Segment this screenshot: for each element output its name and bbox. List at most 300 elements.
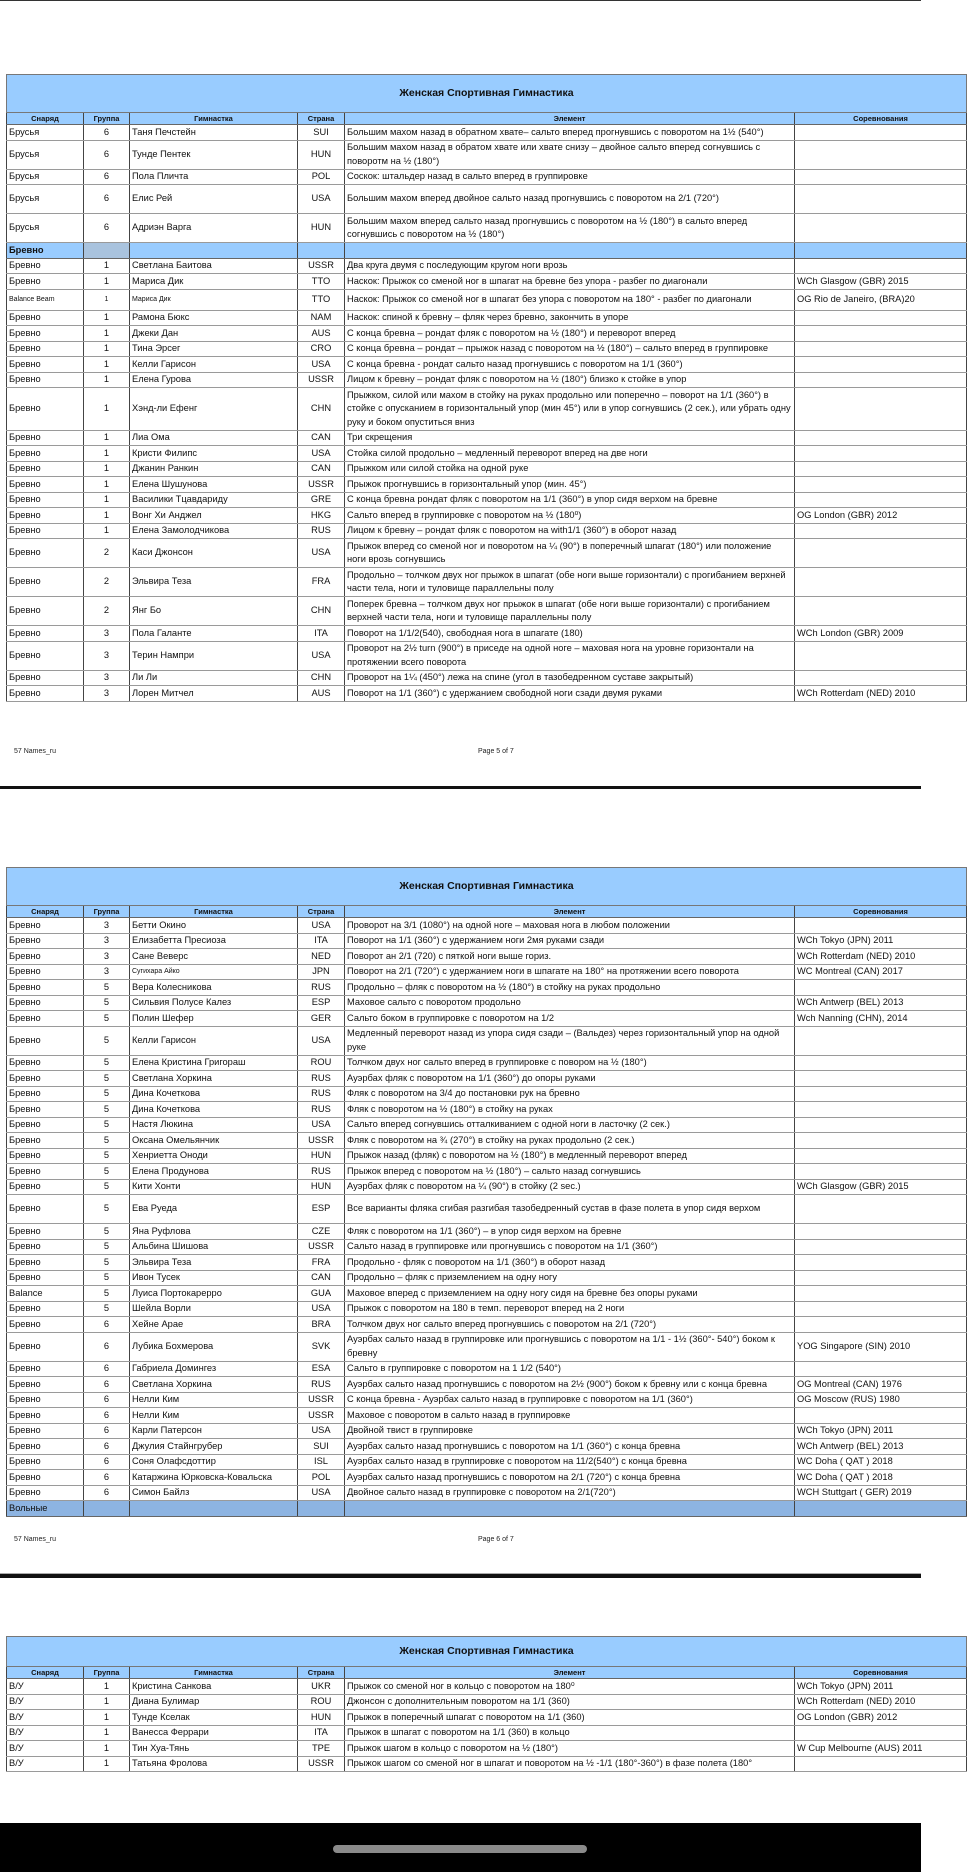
table-row bbox=[7, 430, 967, 446]
gymnast-cell: Татьяна Фролова bbox=[130, 1756, 298, 1772]
column-header-competition: Соревнования bbox=[795, 1667, 967, 1679]
footer-filename: 57 Names_ru bbox=[14, 1536, 57, 1543]
country-cell: AUS bbox=[298, 686, 345, 702]
element-cell: Проворот на 3/1 (1080°) на одной ноге – маховая нога в любом положении bbox=[345, 918, 795, 934]
group-cell: 5 bbox=[84, 1026, 130, 1055]
gymnast-cell: Кристи Филипс bbox=[130, 446, 298, 462]
competition-cell bbox=[795, 1133, 967, 1149]
competition-cell: OG Moscow (RUS) 1980 bbox=[795, 1392, 967, 1408]
gymnast-cell: Шейла Ворли bbox=[130, 1301, 298, 1317]
country-cell: USSR bbox=[298, 258, 345, 274]
competition-cell: WCh Antwerp (BEL) 2013 bbox=[795, 995, 967, 1011]
apparatus-cell: Бревно bbox=[7, 1423, 84, 1439]
country-cell: RUS bbox=[298, 1086, 345, 1102]
country-cell: SUI bbox=[298, 125, 345, 141]
competition-cell bbox=[795, 477, 967, 493]
column-header-group: Группа bbox=[84, 906, 130, 918]
competition-cell bbox=[795, 446, 967, 462]
element-cell: Три скрещения bbox=[345, 430, 795, 446]
apparatus-cell: Бревно bbox=[7, 1086, 84, 1102]
group-cell: 5 bbox=[84, 1117, 130, 1133]
gymnast-cell: Нелли Ким bbox=[130, 1392, 298, 1408]
table-row bbox=[7, 980, 967, 996]
country-cell: ESP bbox=[298, 995, 345, 1011]
column-header-element: Элемент bbox=[345, 113, 795, 125]
country-cell: FRA bbox=[298, 1255, 345, 1271]
apparatus-cell: Бревно bbox=[7, 597, 84, 626]
competition-cell bbox=[795, 1756, 967, 1772]
table-row bbox=[7, 1725, 967, 1741]
element-cell: Проворот на 1¼ (450°) лежа на спине (угол в тазобедренном суставе закрытый) bbox=[345, 670, 795, 686]
gymnast-cell: Эльвира Теза bbox=[130, 568, 298, 597]
element-cell: Поворот на 1/1 (360°) с удержанием свободной ноги сзади двумя руками bbox=[345, 686, 795, 702]
competition-cell bbox=[795, 1055, 967, 1071]
element-cell: Большим махом назад в обратом хвате или хвате снизу – двойное сальто вперед согнувшись с поворотм на ½ (180°) bbox=[345, 140, 795, 169]
country-cell: GER bbox=[298, 1011, 345, 1027]
apparatus-cell: Бревно bbox=[7, 1470, 84, 1486]
element-cell: С конца бревна - Ауэрбах сальто назад в группировке с поворотом на 1/1 (360°) bbox=[345, 1392, 795, 1408]
group-cell: 3 bbox=[84, 626, 130, 642]
competition-cell bbox=[795, 1239, 967, 1255]
gymnast-cell: Джанин Ранкин bbox=[130, 461, 298, 477]
gymnast-cell: Бетти Окино bbox=[130, 918, 298, 934]
competition-cell: WC Montreal (CAN) 2017 bbox=[795, 964, 967, 980]
group-cell: 6 bbox=[84, 140, 130, 169]
apparatus-cell: Бревно bbox=[7, 461, 84, 477]
element-cell: Джонсон с дополнительным поворотом на 1/1 (360) bbox=[345, 1694, 795, 1710]
apparatus-cell: Бревно bbox=[7, 1332, 84, 1361]
header-row bbox=[7, 1667, 967, 1679]
gymnast-cell: Ли Ли bbox=[130, 670, 298, 686]
country-cell: TPE bbox=[298, 1741, 345, 1757]
column-header-element: Элемент bbox=[345, 1667, 795, 1679]
competition-cell bbox=[795, 326, 967, 342]
apparatus-cell: В/У bbox=[7, 1741, 84, 1757]
section-empty-cell bbox=[345, 243, 795, 259]
element-cell: Прыжок назад (фляк) с поворотом на ½ (180°) в медленный переворот вперед bbox=[345, 1148, 795, 1164]
competition-cell bbox=[795, 461, 967, 477]
competition-cell bbox=[795, 1071, 967, 1087]
apparatus-cell: Бревно bbox=[7, 686, 84, 702]
apparatus-cell: В/У bbox=[7, 1679, 84, 1695]
element-cell: Ауэрбах фляк с поворотом на ¼ (90°) в стойку (2 sec.) bbox=[345, 1179, 795, 1195]
country-cell: CAN bbox=[298, 430, 345, 446]
element-cell: Фляк с поворотом на ½ (180°) в стойку на руках bbox=[345, 1102, 795, 1118]
group-cell: 1 bbox=[84, 1756, 130, 1772]
element-cell: Маховое с поворотом в сальто назад в группировке bbox=[345, 1408, 795, 1424]
table-row bbox=[7, 1164, 967, 1180]
gymnastics-table bbox=[6, 1636, 967, 1772]
element-cell: Сальто назад в группировке или прогнувшись с поворотом на 1/1 (360°) bbox=[345, 1239, 795, 1255]
table-row bbox=[7, 1179, 967, 1195]
element-cell: Два круга двумя с последующим кругом ноги врозь bbox=[345, 258, 795, 274]
group-cell: 6 bbox=[84, 214, 130, 243]
competition-cell: WCh Rotterdam (NED) 2010 bbox=[795, 1694, 967, 1710]
competition-cell: OG London (GBR) 2012 bbox=[795, 508, 967, 524]
group-cell: 5 bbox=[84, 1148, 130, 1164]
group-cell: 6 bbox=[84, 1332, 130, 1361]
gymnast-cell: Кристина Санкова bbox=[130, 1679, 298, 1695]
apparatus-cell: Бревно bbox=[7, 626, 84, 642]
competition-cell bbox=[795, 492, 967, 508]
table-row bbox=[7, 1133, 967, 1149]
group-cell: 1 bbox=[84, 310, 130, 326]
competition-cell: OG Rio de Janeiro, (BRA)20 bbox=[795, 289, 967, 310]
table-row bbox=[7, 274, 967, 290]
apparatus-cell: Бревно bbox=[7, 372, 84, 388]
group-cell: 5 bbox=[84, 1011, 130, 1027]
table-row bbox=[7, 1071, 967, 1087]
table-row bbox=[7, 1741, 967, 1757]
apparatus-cell: В/У bbox=[7, 1694, 84, 1710]
competition-cell: WCh Tokyo (JPN) 2011 bbox=[795, 1679, 967, 1695]
country-cell: CHN bbox=[298, 670, 345, 686]
gymnast-cell: Каси Джонсон bbox=[130, 539, 298, 568]
table-row bbox=[7, 641, 967, 670]
gymnast-cell: Василики Тцавдариду bbox=[130, 492, 298, 508]
section-row bbox=[7, 243, 967, 259]
group-cell: 5 bbox=[84, 980, 130, 996]
competition-cell bbox=[795, 310, 967, 326]
header-row bbox=[7, 113, 967, 125]
competition-cell bbox=[795, 641, 967, 670]
competition-cell bbox=[795, 597, 967, 626]
country-cell: USA bbox=[298, 641, 345, 670]
element-cell: Поперек бревна – толчком двух ног прыжок в шпагат (обе ноги выше горизонтали) с прогибанием верхней части тела, ноги и туловище параллельны полу bbox=[345, 597, 795, 626]
table-row bbox=[7, 492, 967, 508]
group-cell: 5 bbox=[84, 1179, 130, 1195]
table-row bbox=[7, 1470, 967, 1486]
competition-cell bbox=[795, 918, 967, 934]
competition-cell bbox=[795, 430, 967, 446]
gymnast-cell: Лиа Ома bbox=[130, 430, 298, 446]
table-row bbox=[7, 461, 967, 477]
apparatus-cell: Бревно bbox=[7, 1148, 84, 1164]
competition-cell: WC Doha ( QAT ) 2018 bbox=[795, 1470, 967, 1486]
table-row bbox=[7, 933, 967, 949]
gymnast-cell: Кити Хонти bbox=[130, 1179, 298, 1195]
country-cell: CAN bbox=[298, 1270, 345, 1286]
element-cell: Прыжок со сменой ног в кольцо с поворотом на 180⁰ bbox=[345, 1679, 795, 1695]
table-row bbox=[7, 258, 967, 274]
element-cell: Ауэрбах фляк с поворотом на 1/1 (360°) до опоры руками bbox=[345, 1071, 795, 1087]
section-label: Бревно bbox=[7, 243, 84, 259]
country-cell: USSR bbox=[298, 477, 345, 493]
group-cell: 1 bbox=[84, 1710, 130, 1726]
group-cell: 1 bbox=[84, 258, 130, 274]
country-cell: AUS bbox=[298, 326, 345, 342]
column-header-apparatus: Снаряд bbox=[7, 906, 84, 918]
apparatus-cell: Бревно bbox=[7, 641, 84, 670]
apparatus-cell: Бревно bbox=[7, 1408, 84, 1424]
page-6-table bbox=[6, 867, 966, 1513]
page-separator bbox=[0, 1574, 921, 1578]
country-cell: HKG bbox=[298, 508, 345, 524]
element-cell: Большим махом вперед двойное сальто назад прогнувшись с поворотом на 2/1 (720°) bbox=[345, 185, 795, 214]
table-row bbox=[7, 597, 967, 626]
country-cell: ROU bbox=[298, 1055, 345, 1071]
country-cell: RUS bbox=[298, 1071, 345, 1087]
column-header-gymnast: Гимнастка bbox=[130, 113, 298, 125]
group-cell: 1 bbox=[84, 326, 130, 342]
country-cell: USA bbox=[298, 1117, 345, 1133]
apparatus-cell: Бревно bbox=[7, 1301, 84, 1317]
element-cell: Прыжок шагом в кольцо с поворотом на ½ (180°) bbox=[345, 1741, 795, 1757]
gymnast-cell: Сильвия Полусе Калез bbox=[130, 995, 298, 1011]
apparatus-cell: Бревно bbox=[7, 1164, 84, 1180]
gymnast-cell: Тунде Кселак bbox=[130, 1710, 298, 1726]
gymnast-cell: Елена Продунова bbox=[130, 1164, 298, 1180]
group-cell: 1 bbox=[84, 1741, 130, 1757]
group-cell: 5 bbox=[84, 1301, 130, 1317]
competition-cell bbox=[795, 1286, 967, 1302]
element-cell: Прыжок шагом со сменой ног в шпагат и поворотом на ½ -1/1 (180°-360°) в фазе полета (180° bbox=[345, 1756, 795, 1772]
competition-cell bbox=[795, 258, 967, 274]
country-cell: POL bbox=[298, 1470, 345, 1486]
country-cell: CAN bbox=[298, 461, 345, 477]
page-separator bbox=[0, 786, 921, 789]
table-row bbox=[7, 357, 967, 373]
section-empty-cell bbox=[130, 1501, 298, 1517]
competition-cell bbox=[795, 1408, 967, 1424]
country-cell: ISL bbox=[298, 1454, 345, 1470]
group-cell: 1 bbox=[84, 357, 130, 373]
group-cell: 1 bbox=[84, 523, 130, 539]
gymnast-cell: Дина Кочеткова bbox=[130, 1086, 298, 1102]
competition-cell bbox=[795, 169, 967, 185]
section-row bbox=[7, 1501, 967, 1517]
apparatus-cell: Бревно bbox=[7, 492, 84, 508]
country-cell: SVK bbox=[298, 1332, 345, 1361]
column-header-gymnast: Гимнастка bbox=[130, 906, 298, 918]
group-cell: 3 bbox=[84, 686, 130, 702]
country-cell: GUA bbox=[298, 1286, 345, 1302]
table-row bbox=[7, 326, 967, 342]
gymnast-cell: Таня Печстейн bbox=[130, 125, 298, 141]
country-cell: USSR bbox=[298, 372, 345, 388]
group-cell: 1 bbox=[84, 461, 130, 477]
table-row bbox=[7, 1679, 967, 1695]
country-cell: UKR bbox=[298, 1679, 345, 1695]
element-cell: Лицом к бревну – рондат фляк с поворотом на ½ (180°) близко к стойке в упор bbox=[345, 372, 795, 388]
apparatus-cell: Бревно bbox=[7, 670, 84, 686]
country-cell: RUS bbox=[298, 1164, 345, 1180]
gymnast-cell: Терин Нампри bbox=[130, 641, 298, 670]
gymnast-cell: Оксана Омельянчик bbox=[130, 1133, 298, 1149]
gymnastics-table bbox=[6, 867, 967, 1517]
table-row bbox=[7, 1485, 967, 1501]
table-row bbox=[7, 523, 967, 539]
gymnast-cell: Эльвира Теза bbox=[130, 1255, 298, 1271]
group-cell: 5 bbox=[84, 1270, 130, 1286]
group-cell: 5 bbox=[84, 1286, 130, 1302]
gymnast-cell: Келли Гарисон bbox=[130, 1026, 298, 1055]
element-cell: Сальто вперед в группировке с поворотом на ½ (180⁰) bbox=[345, 508, 795, 524]
table-row bbox=[7, 1011, 967, 1027]
column-header-country: Страна bbox=[298, 1667, 345, 1679]
table-title: Женская Спортивная Гимнастика bbox=[7, 868, 967, 906]
apparatus-cell: Бревно bbox=[7, 995, 84, 1011]
competition-cell: WCh Rotterdam (NED) 2010 bbox=[795, 686, 967, 702]
column-header-element: Элемент bbox=[345, 906, 795, 918]
element-cell: Ауэрбах сальто назад прогнувшись с поворотом на 1/1 (360°) с конца бревна bbox=[345, 1439, 795, 1455]
apparatus-cell: Бревно bbox=[7, 326, 84, 342]
gymnast-cell: Полин Шефер bbox=[130, 1011, 298, 1027]
group-cell: 1 bbox=[84, 430, 130, 446]
group-cell: 5 bbox=[84, 1195, 130, 1224]
competition-cell: WCH Stuttgart ( GER) 2019 bbox=[795, 1485, 967, 1501]
gymnast-cell: Диана Булимар bbox=[130, 1694, 298, 1710]
gymnast-cell: Карли Патерсон bbox=[130, 1423, 298, 1439]
table-row bbox=[7, 670, 967, 686]
table-row bbox=[7, 1117, 967, 1133]
group-cell: 2 bbox=[84, 597, 130, 626]
element-cell: Сальто вперед согнувшись отталкиванием с одной ноги в ласточку (2 сек.) bbox=[345, 1117, 795, 1133]
gymnast-cell: Луиса Портокарерро bbox=[130, 1286, 298, 1302]
element-cell: Фляк с поворотом на 1/1 (360°) – в упор сидя верхом на бревне bbox=[345, 1224, 795, 1240]
group-cell: 1 bbox=[84, 1694, 130, 1710]
competition-cell: OG London (GBR) 2012 bbox=[795, 1710, 967, 1726]
section-empty-cell bbox=[345, 1501, 795, 1517]
group-cell: 3 bbox=[84, 641, 130, 670]
table-row bbox=[7, 341, 967, 357]
element-cell: С конца бревна - рондат сальто назад прогнувшись с поворотом на 1/1 (360°) bbox=[345, 357, 795, 373]
country-cell: USA bbox=[298, 1301, 345, 1317]
element-cell: Двойной твист в группировке bbox=[345, 1423, 795, 1439]
table-row bbox=[7, 310, 967, 326]
country-cell: HUN bbox=[298, 140, 345, 169]
group-cell: 3 bbox=[84, 949, 130, 965]
competition-cell bbox=[795, 1164, 967, 1180]
gymnast-cell: Альбина Шишова bbox=[130, 1239, 298, 1255]
apparatus-cell: Бревно bbox=[7, 980, 84, 996]
group-cell: 1 bbox=[84, 492, 130, 508]
element-cell: Проворот на 2½ turn (900°) в приседе на одной ноге – маховая нога на уровне горизонтали на протяжении всего поворота bbox=[345, 641, 795, 670]
element-cell: Прыжок с поворотом на 180 в темп. переворот вперед на 2 ноги bbox=[345, 1301, 795, 1317]
gymnast-cell: Джулия Стайнгрубер bbox=[130, 1439, 298, 1455]
country-cell: USA bbox=[298, 539, 345, 568]
apparatus-cell: Бревно bbox=[7, 1011, 84, 1027]
table-row bbox=[7, 140, 967, 169]
competition-cell bbox=[795, 125, 967, 141]
table-row bbox=[7, 1086, 967, 1102]
gymnast-cell: Дина Кочеткова bbox=[130, 1102, 298, 1118]
competition-cell: WCh Antwerp (BEL) 2013 bbox=[795, 1439, 967, 1455]
country-cell: ITA bbox=[298, 626, 345, 642]
gymnast-cell: Нелли Ким bbox=[130, 1408, 298, 1424]
competition-cell bbox=[795, 372, 967, 388]
element-cell: Фляк с поворотом на 3/4 до постановки рук на бревно bbox=[345, 1086, 795, 1102]
apparatus-cell: В/У bbox=[7, 1725, 84, 1741]
apparatus-cell: Бревно bbox=[7, 1239, 84, 1255]
group-cell: 5 bbox=[84, 1086, 130, 1102]
country-cell: RUS bbox=[298, 523, 345, 539]
element-cell: Продольно – фляк с приземлением на одну ногу bbox=[345, 1270, 795, 1286]
gymnast-cell: Сугихара Айко bbox=[130, 964, 298, 980]
apparatus-cell: Бревно bbox=[7, 1195, 84, 1224]
element-cell: Прыжком, силой или махом в стойку на руках продольно или поперечно – поворот на 1/1 (360°) в стойке с опусканием в горизонтальный упор (мин 45°) или в упор согнувшись (2 сек.), или убрать одну руку и боком опуститься вниз bbox=[345, 388, 795, 431]
group-cell: 6 bbox=[84, 1423, 130, 1439]
element-cell: Поворот на 1/1/2(540), свободная нога в шпагате (180) bbox=[345, 626, 795, 642]
country-cell: USA bbox=[298, 185, 345, 214]
competition-cell bbox=[795, 670, 967, 686]
gymnast-cell: Мариса Дик bbox=[130, 274, 298, 290]
competition-cell bbox=[795, 1148, 967, 1164]
element-cell: Лицом к бревну – рондат фляк с поворотом на with1/1 (360°) в оборот назад bbox=[345, 523, 795, 539]
group-cell: 5 bbox=[84, 1055, 130, 1071]
country-cell: USA bbox=[298, 357, 345, 373]
group-cell: 5 bbox=[84, 1133, 130, 1149]
competition-cell bbox=[795, 341, 967, 357]
group-cell: 1 bbox=[84, 289, 130, 310]
page-5-table bbox=[6, 74, 966, 714]
gymnast-cell: Елена Кристина Григораш bbox=[130, 1055, 298, 1071]
home-indicator[interactable] bbox=[333, 1845, 587, 1853]
group-cell: 6 bbox=[84, 125, 130, 141]
column-header-apparatus: Снаряд bbox=[7, 113, 84, 125]
country-cell: BRA bbox=[298, 1317, 345, 1333]
apparatus-cell: Бревно bbox=[7, 523, 84, 539]
element-cell: Фляк с поворотом на ¾ (270°) в стойку на руках продольно (2 сек.) bbox=[345, 1133, 795, 1149]
country-cell: USSR bbox=[298, 1133, 345, 1149]
element-cell: Сальто в группировке с поворотом на 1 1/2 (540°) bbox=[345, 1361, 795, 1377]
apparatus-cell: Balance Beam bbox=[7, 289, 84, 310]
apparatus-cell: Бревно bbox=[7, 1270, 84, 1286]
competition-cell bbox=[795, 1102, 967, 1118]
section-empty-cell bbox=[298, 1501, 345, 1517]
country-cell: USSR bbox=[298, 1756, 345, 1772]
group-cell: 6 bbox=[84, 1361, 130, 1377]
apparatus-cell: Бревно bbox=[7, 1361, 84, 1377]
column-header-group: Группа bbox=[84, 1667, 130, 1679]
apparatus-cell: Бревно bbox=[7, 918, 84, 934]
country-cell: USA bbox=[298, 1485, 345, 1501]
gymnast-cell: Мариса Дик bbox=[130, 289, 298, 310]
column-header-competition: Соревнования bbox=[795, 906, 967, 918]
element-cell: С конца бревна – рондат – прыжок назад с поворотом на ½ (180°) – сальто вперед в группировке bbox=[345, 341, 795, 357]
group-cell: 3 bbox=[84, 670, 130, 686]
footer-page-number: Page 5 of 7 bbox=[478, 748, 514, 755]
table-row bbox=[7, 568, 967, 597]
column-header-apparatus: Снаряд bbox=[7, 1667, 84, 1679]
element-cell: Поворот на 1/1 (360°) с удержанием ноги 2мя руками сзади bbox=[345, 933, 795, 949]
table-row bbox=[7, 1332, 967, 1361]
column-header-country: Страна bbox=[298, 113, 345, 125]
apparatus-cell: Бревно bbox=[7, 310, 84, 326]
gymnast-cell: Яна Руфлова bbox=[130, 1224, 298, 1240]
gymnast-cell: Пола Галанте bbox=[130, 626, 298, 642]
apparatus-cell: Бревно bbox=[7, 1102, 84, 1118]
gymnast-cell: Елена Замолодчикова bbox=[130, 523, 298, 539]
element-cell: С конца бревна – рондат фляк с поворотом на ½ (180°) и переворот вперед bbox=[345, 326, 795, 342]
top-divider bbox=[0, 0, 921, 1]
gymnastics-table bbox=[6, 74, 967, 702]
country-cell: FRA bbox=[298, 568, 345, 597]
table-row bbox=[7, 1710, 967, 1726]
competition-cell: WCh Rotterdam (NED) 2010 bbox=[795, 949, 967, 965]
country-cell: CHN bbox=[298, 597, 345, 626]
country-cell: SUI bbox=[298, 1439, 345, 1455]
table-row bbox=[7, 214, 967, 243]
element-cell: Все варианты фляка сгибая разгибая тазобедренный сустав в фазе полета в упор сидя верхом bbox=[345, 1195, 795, 1224]
element-cell: Ауэрбах сальто назад прогнувшись с поворотом на 2/1 (720°) с конца бревна bbox=[345, 1470, 795, 1486]
competition-cell: WCh Glasgow (GBR) 2015 bbox=[795, 1179, 967, 1195]
group-cell: 1 bbox=[84, 372, 130, 388]
gymnast-cell: Соня Олафсдоттир bbox=[130, 1454, 298, 1470]
group-cell: 6 bbox=[84, 1408, 130, 1424]
apparatus-cell: Бревно bbox=[7, 568, 84, 597]
section-empty-cell bbox=[795, 243, 967, 259]
